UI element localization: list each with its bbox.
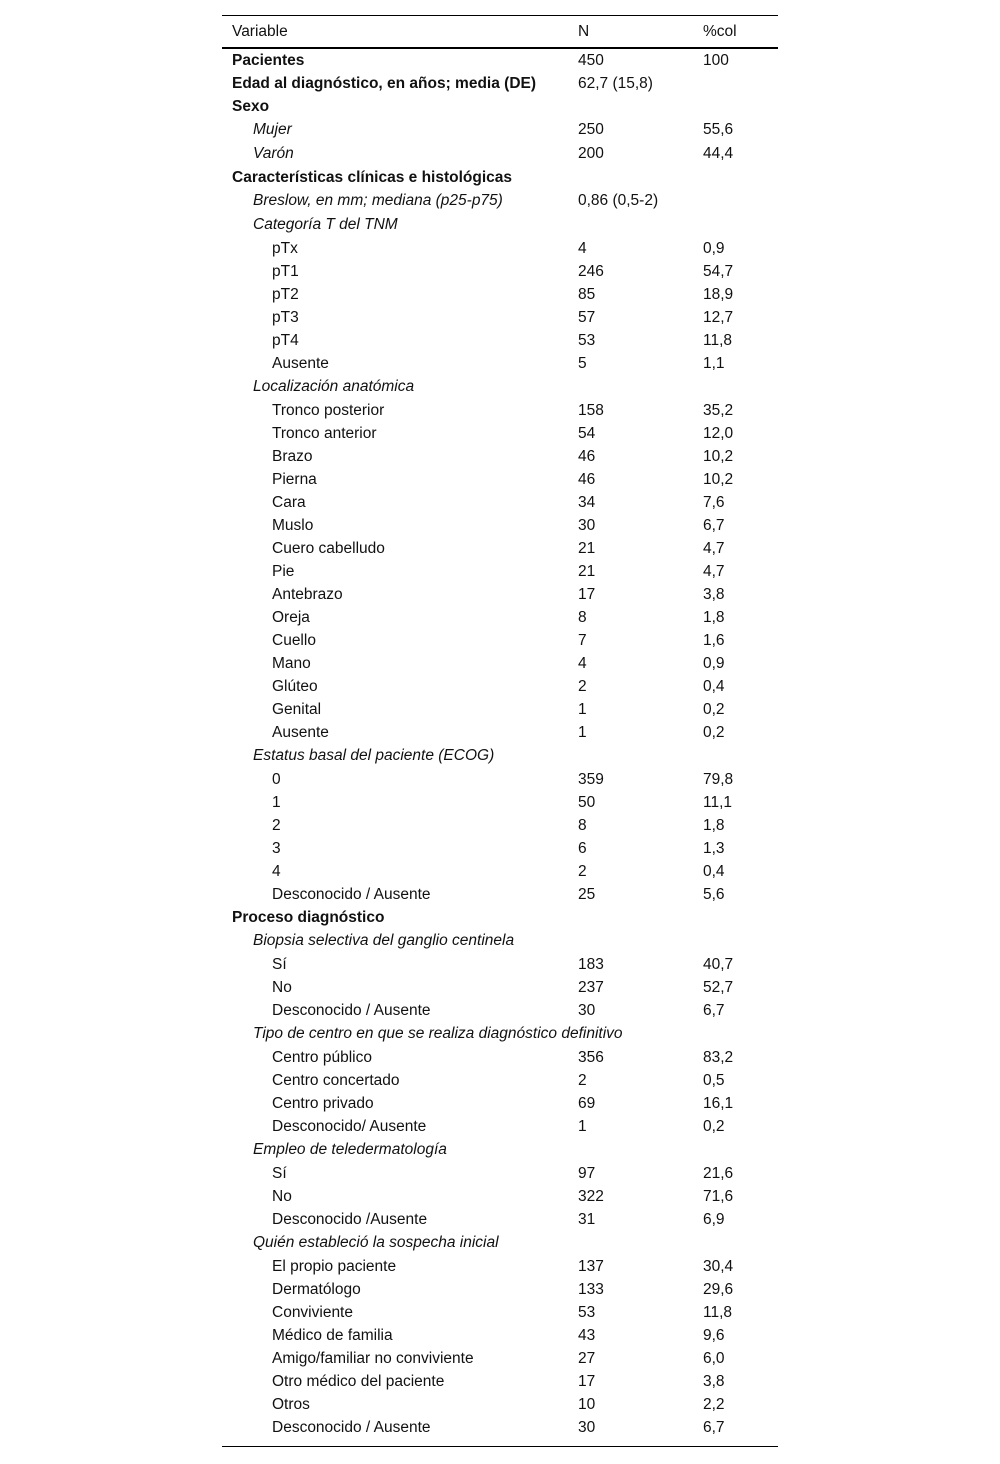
table-row — [222, 768, 778, 791]
row-label: Cuello — [272, 632, 316, 649]
table-row — [222, 1208, 778, 1231]
table-row — [222, 491, 778, 514]
row-pct: 18,9 — [703, 286, 734, 303]
row-label: Proceso diagnóstico — [232, 909, 385, 926]
row-label: pTx — [272, 240, 298, 257]
row-pct: 0,4 — [703, 678, 725, 695]
table-row — [222, 375, 778, 399]
row-n: 246 — [578, 263, 604, 280]
row-label: Antebrazo — [272, 586, 343, 603]
row-label: Categoría T del TNM — [253, 216, 398, 233]
row-pct: 11,8 — [703, 1304, 733, 1321]
row-n: 53 — [578, 332, 596, 349]
row-pct: 9,6 — [703, 1327, 725, 1344]
table-row — [222, 860, 778, 883]
row-pct: 100 — [703, 52, 729, 69]
row-label: Sí — [272, 1165, 287, 1182]
row-label: Glúteo — [272, 678, 318, 695]
row-pct: 7,6 — [703, 494, 725, 511]
table-row — [222, 213, 778, 237]
row-pct: 29,6 — [703, 1281, 734, 1298]
row-label: El propio paciente — [272, 1258, 397, 1275]
table-row — [222, 837, 778, 860]
table-row — [222, 906, 778, 929]
row-label: Sexo — [232, 98, 270, 115]
row-n: 57 — [578, 309, 596, 326]
row-n: 6 — [578, 840, 587, 857]
row-label: Quién estableció la sospecha inicial — [253, 1234, 499, 1251]
row-pct: 0,2 — [703, 701, 725, 718]
row-n: 183 — [578, 956, 604, 973]
row-n: 30 — [578, 1419, 596, 1436]
row-n: 158 — [578, 402, 604, 419]
row-n: 34 — [578, 494, 596, 511]
row-label: Otro médico del paciente — [272, 1373, 445, 1390]
row-n: 359 — [578, 771, 604, 788]
row-pct: 2,2 — [703, 1396, 725, 1413]
row-pct: 79,8 — [703, 771, 734, 788]
row-pct: 1,6 — [703, 632, 725, 649]
row-pct: 6,7 — [703, 517, 725, 534]
row-pct: 3,8 — [703, 1373, 725, 1390]
table-row — [222, 629, 778, 652]
table-row — [222, 283, 778, 306]
row-pct: 0,4 — [703, 863, 725, 880]
row-label: Desconocido / Ausente — [272, 886, 431, 903]
row-n: 0,86 (0,5-2) — [578, 192, 659, 209]
row-pct: 1,8 — [703, 609, 725, 626]
row-n: 1 — [578, 701, 587, 718]
table-row — [222, 1370, 778, 1393]
table-bottom-spacer — [222, 1439, 778, 1446]
row-label: No — [272, 979, 292, 996]
row-pct: 6,0 — [703, 1350, 725, 1367]
table-row — [222, 95, 778, 118]
row-pct: 6,9 — [703, 1211, 725, 1228]
row-label: Sí — [272, 956, 287, 973]
row-label: Desconocido /Ausente — [272, 1211, 428, 1228]
table-row — [222, 744, 778, 768]
row-n: 62,7 (15,8) — [578, 75, 653, 92]
row-label: Brazo — [272, 448, 313, 465]
row-pct: 6,7 — [703, 1419, 725, 1436]
row-label: Conviviente — [272, 1304, 353, 1321]
row-pct: 5,6 — [703, 886, 725, 903]
table-row — [222, 1416, 778, 1439]
table-row — [222, 1185, 778, 1208]
table-row — [222, 1347, 778, 1370]
row-n: 21 — [578, 540, 596, 557]
row-label: Médico de familia — [272, 1327, 393, 1344]
row-label: Breslow, en mm; mediana (p25-p75) — [253, 192, 503, 209]
row-pct: 40,7 — [703, 956, 734, 973]
header-variable: Variable — [232, 23, 288, 40]
row-n: 8 — [578, 609, 587, 626]
row-label: Pie — [272, 563, 295, 580]
row-n: 5 — [578, 355, 587, 372]
row-pct: 0,5 — [703, 1072, 725, 1089]
row-label: pT1 — [272, 263, 299, 280]
row-label: Centro concertado — [272, 1072, 400, 1089]
row-pct: 1,8 — [703, 817, 725, 834]
table-row — [222, 118, 778, 142]
table-row — [222, 1022, 778, 1046]
row-label: Tronco posterior — [272, 402, 385, 419]
row-n: 250 — [578, 121, 604, 138]
table-row — [222, 399, 778, 422]
table-row — [222, 698, 778, 721]
table-row — [222, 1138, 778, 1162]
row-n: 31 — [578, 1211, 596, 1228]
row-pct: 71,6 — [703, 1188, 734, 1205]
row-n: 53 — [578, 1304, 596, 1321]
row-n: 200 — [578, 145, 604, 162]
table-row — [222, 606, 778, 629]
table-row — [222, 189, 778, 213]
row-n: 46 — [578, 448, 596, 465]
table-row — [222, 1231, 778, 1255]
table-row — [222, 1393, 778, 1416]
row-label: Cara — [272, 494, 306, 511]
row-label: pT3 — [272, 309, 299, 326]
row-label: Desconocido / Ausente — [272, 1419, 431, 1436]
row-label: 3 — [272, 840, 281, 857]
row-pct: 52,7 — [703, 979, 734, 996]
row-n: 25 — [578, 886, 596, 903]
row-n: 43 — [578, 1327, 596, 1344]
row-label: Oreja — [272, 609, 310, 626]
table-row — [222, 1115, 778, 1138]
row-n: 137 — [578, 1258, 604, 1275]
row-label: Ausente — [272, 724, 329, 741]
row-label: Estatus basal del paciente (ECOG) — [253, 747, 495, 764]
row-pct: 16,1 — [703, 1095, 734, 1112]
table-row — [222, 721, 778, 744]
row-pct: 55,6 — [703, 121, 734, 138]
row-n: 8 — [578, 817, 587, 834]
table-row — [222, 237, 778, 260]
row-label: Empleo de teledermatología — [253, 1141, 447, 1158]
table-row — [222, 999, 778, 1022]
table-row — [222, 560, 778, 583]
row-pct: 0,9 — [703, 655, 725, 672]
row-n: 30 — [578, 517, 596, 534]
row-n: 356 — [578, 1049, 604, 1066]
table-row — [222, 583, 778, 606]
row-pct: 1,1 — [703, 355, 725, 372]
row-n: 30 — [578, 1002, 596, 1019]
row-pct: 54,7 — [703, 263, 734, 280]
row-n: 322 — [578, 1188, 604, 1205]
table-row — [222, 791, 778, 814]
row-pct: 12,0 — [703, 425, 734, 442]
row-label: Tronco anterior — [272, 425, 377, 442]
row-pct: 11,1 — [703, 794, 733, 811]
table-row — [222, 445, 778, 468]
row-pct: 4,7 — [703, 540, 725, 557]
row-pct: 0,9 — [703, 240, 725, 257]
row-pct: 21,6 — [703, 1165, 734, 1182]
table-row — [222, 166, 778, 189]
row-n: 54 — [578, 425, 596, 442]
row-label: Biopsia selectiva del ganglio centinela — [253, 932, 515, 949]
table-row — [222, 675, 778, 698]
row-n: 85 — [578, 286, 596, 303]
row-n: 10 — [578, 1396, 596, 1413]
table-row — [222, 306, 778, 329]
table-row — [222, 1069, 778, 1092]
row-pct: 1,3 — [703, 840, 725, 857]
row-n: 17 — [578, 1373, 596, 1390]
row-label: Desconocido/ Ausente — [272, 1118, 427, 1135]
row-pct: 6,7 — [703, 1002, 725, 1019]
row-label: Desconocido / Ausente — [272, 1002, 431, 1019]
row-label: No — [272, 1188, 292, 1205]
row-n: 17 — [578, 586, 596, 603]
row-label: Muslo — [272, 517, 314, 534]
row-label: Mano — [272, 655, 311, 672]
table-row — [222, 537, 778, 560]
row-n: 2 — [578, 678, 587, 695]
table-row — [222, 49, 778, 72]
row-label: Varón — [253, 145, 294, 162]
row-pct: 4,7 — [703, 563, 725, 580]
table-body — [222, 49, 778, 1439]
row-label: Amigo/familiar no conviviente — [272, 1350, 474, 1367]
row-n: 97 — [578, 1165, 596, 1182]
row-label: Cuero cabelludo — [272, 540, 385, 557]
row-n: 2 — [578, 1072, 587, 1089]
row-label: Tipo de centro en que se realiza diagnóstico definitivo — [253, 1025, 623, 1042]
row-label: Edad al diagnóstico, en años; media (DE) — [232, 75, 537, 92]
row-n: 450 — [578, 52, 604, 69]
table-row — [222, 468, 778, 491]
table-row — [222, 953, 778, 976]
row-label: Centro privado — [272, 1095, 374, 1112]
header-pct: %col — [703, 23, 737, 40]
table-row — [222, 1278, 778, 1301]
row-pct: 11,8 — [703, 332, 733, 349]
row-pct: 44,4 — [703, 145, 734, 162]
row-label: Genital — [272, 701, 322, 718]
row-label: Características clínicas e histológicas — [232, 169, 512, 186]
row-n: 21 — [578, 563, 596, 580]
row-pct: 30,4 — [703, 1258, 734, 1275]
table-row — [222, 514, 778, 537]
row-label: Ausente — [272, 355, 329, 372]
row-label: Pacientes — [232, 52, 305, 69]
row-label: Dermatólogo — [272, 1281, 361, 1298]
table-row — [222, 352, 778, 375]
row-pct: 35,2 — [703, 402, 734, 419]
row-pct: 10,2 — [703, 448, 734, 465]
table-row — [222, 814, 778, 837]
row-n: 46 — [578, 471, 596, 488]
table-row — [222, 1324, 778, 1347]
row-label: Pierna — [272, 471, 317, 488]
row-n: 50 — [578, 794, 596, 811]
row-n: 2 — [578, 863, 587, 880]
table-row — [222, 1301, 778, 1324]
row-n: 27 — [578, 1350, 596, 1367]
table-row — [222, 260, 778, 283]
table-header — [222, 16, 778, 49]
row-label: pT2 — [272, 286, 299, 303]
row-pct: 12,7 — [703, 309, 734, 326]
table-row — [222, 1255, 778, 1278]
row-n: 1 — [578, 1118, 587, 1135]
row-label: 4 — [272, 863, 281, 880]
row-n: 4 — [578, 240, 587, 257]
table-row — [222, 1162, 778, 1185]
row-pct: 10,2 — [703, 471, 734, 488]
table-row — [222, 1092, 778, 1115]
row-pct: 83,2 — [703, 1049, 734, 1066]
row-n: 133 — [578, 1281, 604, 1298]
row-label: Localización anatómica — [253, 378, 415, 395]
table-row — [222, 329, 778, 352]
row-label: pT4 — [272, 332, 299, 349]
table-row — [222, 883, 778, 906]
table-row — [222, 929, 778, 953]
row-pct: 0,2 — [703, 1118, 725, 1135]
table-row — [222, 142, 778, 166]
table-row — [222, 652, 778, 675]
row-pct: 0,2 — [703, 724, 725, 741]
table-row — [222, 1046, 778, 1069]
header-n: N — [578, 23, 590, 40]
table-row — [222, 976, 778, 999]
row-n: 7 — [578, 632, 587, 649]
row-label: Otros — [272, 1396, 310, 1413]
row-label: 1 — [272, 794, 281, 811]
table-row — [222, 72, 778, 95]
row-n: 237 — [578, 979, 604, 996]
row-pct: 3,8 — [703, 586, 725, 603]
row-n: 1 — [578, 724, 587, 741]
table-row — [222, 422, 778, 445]
row-label: 2 — [272, 817, 281, 834]
row-label: Mujer — [253, 121, 292, 138]
row-label: Centro público — [272, 1049, 372, 1066]
row-n: 69 — [578, 1095, 596, 1112]
row-label: 0 — [272, 771, 281, 788]
data-table — [222, 15, 778, 1447]
row-n: 4 — [578, 655, 587, 672]
